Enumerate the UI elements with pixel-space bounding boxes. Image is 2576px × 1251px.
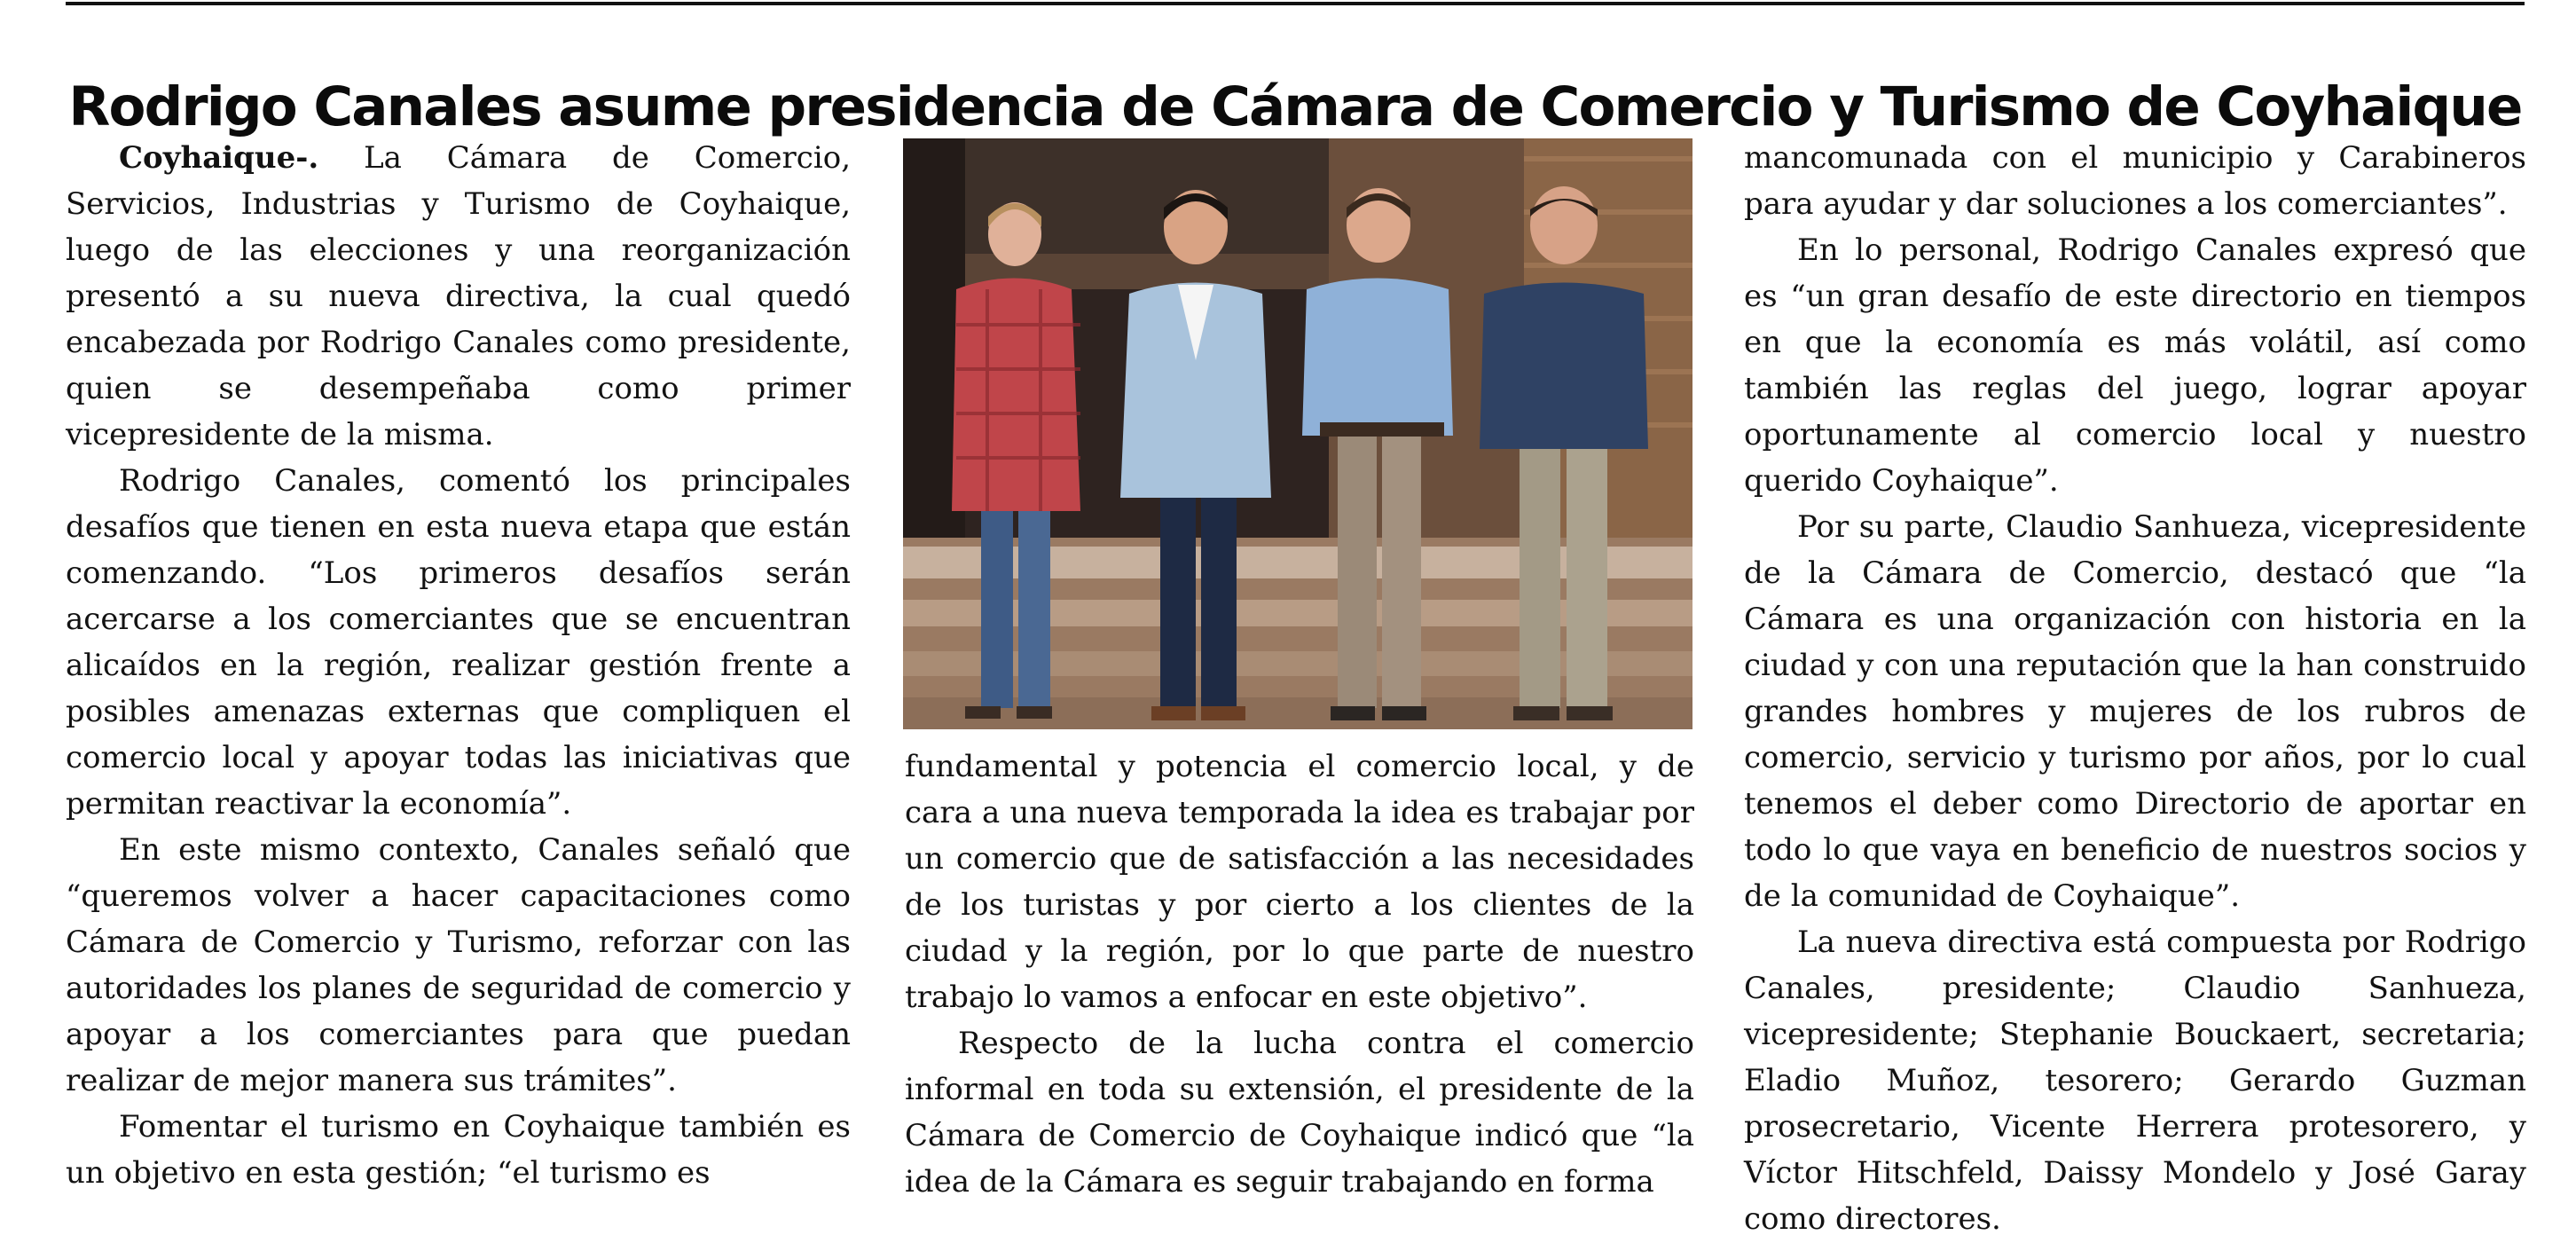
paragraph-7: mancomunada con el municipio y Carabineros para ayudar y dar soluciones a los comerciantes”. — [1744, 140, 2526, 222]
article-column-2 — [905, 744, 1694, 1205]
paragraph-1-text: La Cámara de Comercio, Servicios, Industrias y Turismo de Coyhaique, luego de las elecciones y una reorganización presentó a su nueva directiva, la cual quedó encabezada por Rodrigo Canales como presidente, quien se desempeñaba como primer vicepresidente de la misma. — [66, 140, 851, 452]
group-photo — [903, 138, 1692, 729]
dateline: Coyhaique-. — [119, 140, 319, 176]
paragraph-6: Respecto de la lucha contra el comercio informal en toda su extensión, el presidente de la Cámara de Comercio de Coyhaique indicó que “la idea de la Cámara es seguir trabajando en forma — [905, 1026, 1694, 1200]
paragraph-9: Por su parte, Claudio Sanhueza, vicepresidente de la Cámara de Comercio, destacó que “la Cámara es una organización con historia en la ciudad y con una reputación que la han construido grandes hombres y mujeres de los rubros de comercio, servicio y turismo por años, por lo cual tenemos el deber como Directorio de aportar en todo lo que vaya en beneficio de nuestros socios y de la comunidad de Coyhaique”. — [1744, 509, 2526, 914]
paragraph-5: fundamental y potencia el comercio local, y de cara a una nueva temporada la idea es trabajar por un comercio que de satisfacción a las necesidades de los turistas y por cierto a los clientes de la ciudad y la región, por lo que parte de nuestro trabajo lo vamos a enfocar en este objetivo”. — [905, 749, 1694, 1015]
group-photo-illustration — [903, 138, 1692, 729]
paragraph-4: Fomentar el turismo en Coyhaique también es un objetivo en esta gestión; “el turismo es — [66, 1109, 851, 1191]
paragraph-3: En este mismo contexto, Canales señaló que “queremos volver a hacer capacitaciones como Cámara de Comercio y Turismo, reforzar con las autoridades los planes de seguridad de comercio y apoyar a los comerciantes para que puedan realizar de mejor manera sus trámites”. — [66, 832, 851, 1098]
article-column-1 — [66, 135, 851, 1196]
article-column-3 — [1744, 135, 2526, 1242]
headline: Rodrigo Canales asume presidencia de Cámara de Comercio y Turismo de Coyhaique — [68, 75, 2522, 138]
paragraph-10: La nueva directiva está compuesta por Rodrigo Canales, presidente; Claudio Sanhueza, vicepresidente; Stephanie Bouckaert, secretaria; Eladio Muñoz, tesorero; Gerardo Guzman prosecretario, Vicente Herrera protesorero, y Víctor Hitschfeld, Daissy Mondelo y José Garay como directores. — [1744, 924, 2526, 1237]
paragraph-2: Rodrigo Canales, comentó los principales desafíos que tienen en esta nueva etapa que están comenzando. “Los primeros desafíos serán acercarse a los comerciantes que se encuentran alicaídos en la región, realizar gestión frente a posibles amenazas externas que compliquen el comercio local y apoyar todas las iniciativas que permitan reactivar la economía”. — [66, 463, 851, 822]
paragraph-1 — [66, 135, 851, 458]
paragraph-8: En lo personal, Rodrigo Canales expresó que es “un gran desafío de este directorio en tiempos en que la economía es más volátil, así como también las reglas del juego, lograr apoyar oportunamente al comercio local y nuestro querido Coyhaique”. — [1744, 232, 2526, 499]
top-rule — [66, 2, 2525, 5]
